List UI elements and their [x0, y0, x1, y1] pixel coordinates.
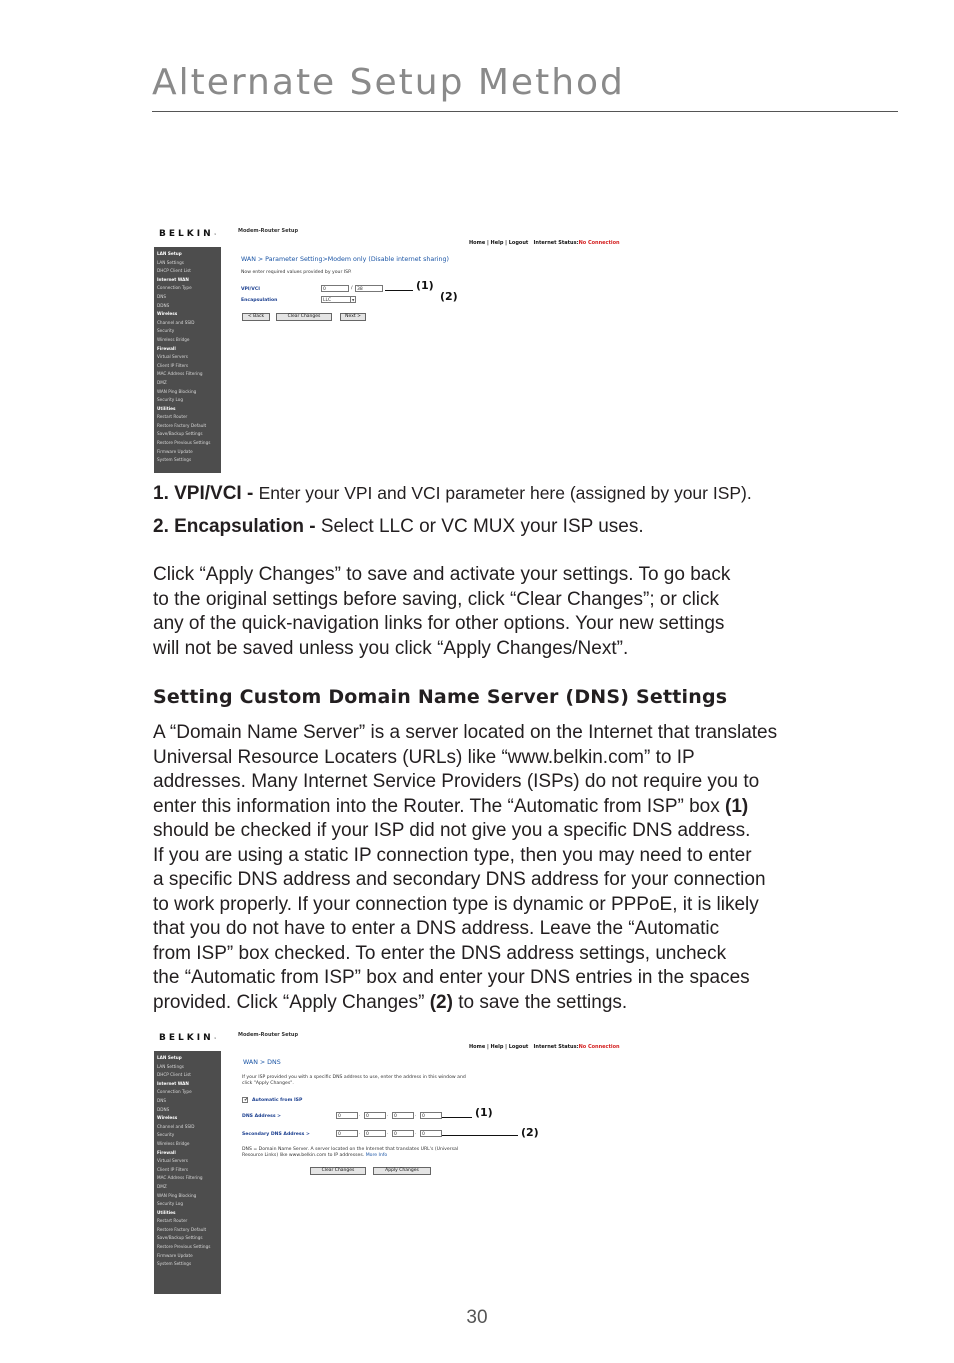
router-top-links[interactable]: Home | Help | Logout Internet Status:No Connection	[469, 1044, 620, 1050]
sidebar-item[interactable]: Virtual Servers	[157, 1158, 188, 1164]
sidebar-item[interactable]: Firmware Update	[157, 448, 193, 454]
callout-leader-1	[385, 290, 413, 291]
dns-intro: If your ISP provided you with a specific DNS address to use, enter the address in this window and click "Apply Changes".	[242, 1075, 466, 1086]
encapsulation-label: Encapsulation	[241, 298, 278, 303]
more-info-link[interactable]: More Info	[365, 1153, 388, 1158]
sidebar-item: Firewall	[157, 1149, 176, 1155]
sidebar-item[interactable]: WAN Ping Blocking	[157, 388, 197, 394]
vpivci-separator: /	[351, 286, 353, 291]
dns-octet-4[interactable]: 0	[420, 1112, 442, 1119]
page-number: 30	[466, 1307, 488, 1328]
intro-text: Now enter required values provided by your ISP.	[241, 270, 352, 275]
sidebar-item[interactable]: MAC Address Filtering	[157, 1175, 203, 1181]
sidebar-item[interactable]: Security	[157, 1132, 175, 1138]
sidebar-item[interactable]: Save/Backup Settings	[157, 1235, 203, 1241]
router-top-links[interactable]: Home | Help | Logout Internet Status:No Connection	[469, 240, 620, 246]
callout-2: (2)	[521, 1126, 539, 1139]
router-main-panel	[221, 1051, 630, 1294]
section-heading-dns: Setting Custom Domain Name Server (DNS) Settings	[153, 686, 728, 708]
router-app-title: Modem-Router Setup	[238, 1032, 299, 1038]
sidebar-item[interactable]: Security Log	[157, 397, 184, 403]
callout-1: (1)	[475, 1106, 493, 1119]
breadcrumb: WAN > Parameter Setting>Modem only (Disable internet sharing)	[241, 256, 450, 263]
dns-octet-3[interactable]: 0	[392, 1112, 414, 1119]
sidebar-item: Utilities	[157, 405, 176, 411]
page-title: Alternate Setup Method	[152, 62, 625, 103]
vpi-input[interactable]: 0	[321, 285, 349, 292]
automatic-from-isp-checkbox[interactable]: ✔	[244, 1097, 249, 1103]
octet-dot: .	[359, 1113, 361, 1118]
sidebar-item[interactable]: LAN Settings	[157, 1063, 184, 1069]
clear-changes-button[interactable]: Clear Changes	[310, 1167, 366, 1175]
sidebar-item: Firewall	[157, 345, 176, 351]
router-screenshot-wan-parameters	[154, 216, 630, 473]
list-item-vpivci: 1. VPI/VCI - Enter your VPI and VCI parameter here (assigned by your ISP).	[153, 483, 752, 504]
sidebar-item[interactable]: Restart Router	[157, 414, 188, 420]
callout-leader-2	[442, 1135, 518, 1136]
automatic-from-isp-label: Automatic from ISP	[252, 1098, 303, 1103]
sidebar-item[interactable]: DMZ	[157, 1183, 167, 1189]
sidebar-item[interactable]: Wireless Bridge	[157, 1140, 190, 1146]
sidebar-item: Wireless	[157, 311, 178, 317]
secondary-dns-octet-2[interactable]: 0	[364, 1130, 386, 1137]
dns-paragraph: A “Domain Name Server” is a server located on the Internet that translates Universal Resource Locaters (URLs) like “www.belkin.com” to IP addresses. Many Internet Service Providers (ISPs) do not require you to enter this information into the Router. The “Automatic from ISP” box (1) should be checked if your ISP did not give you a specific DNS address. If you are using a static IP connection type, then you may need to enter a specific DNS address and secondary DNS address for your connection to work properly. If your connection type is dynamic or PPPoE, it is likely that you do not have to enter a DNS address. Leave the “Automatic from ISP” box checked. To enter the DNS address settings, uncheck the “Automatic from ISP” box and enter your DNS entries in the spaces provided. Click “Apply Changes” (2) to save the settings.	[153, 722, 778, 1013]
apply-changes-button[interactable]: Apply Changes	[373, 1167, 431, 1175]
sidebar-item[interactable]: LAN Settings	[157, 259, 184, 265]
vpivci-label: VPI/VCI	[241, 287, 260, 292]
vci-input[interactable]: 38	[355, 285, 383, 292]
sidebar-item: LAN Setup	[157, 251, 182, 256]
router-screenshot-dns	[154, 1020, 630, 1294]
sidebar-item[interactable]: Wireless Bridge	[157, 336, 190, 342]
router-header	[154, 1020, 630, 1051]
sidebar-item[interactable]: System Settings	[157, 1261, 192, 1267]
sidebar-item[interactable]: Connection Type	[157, 285, 192, 291]
secondary-dns-octet-4[interactable]: 0	[420, 1130, 442, 1137]
dns-note: DNS = Domain Name Server. A server located on the Internet that translates URL's (Universal Resource Links) like www.belkin.com to IP addresses. More Info	[242, 1147, 459, 1158]
callout-2: (2)	[440, 290, 458, 303]
router-header	[154, 216, 630, 247]
sidebar-item: LAN Setup	[157, 1055, 182, 1060]
sidebar-item[interactable]: Security	[157, 328, 175, 334]
sidebar-item[interactable]: Restore Factory Default	[157, 422, 207, 428]
sidebar-item[interactable]: Client IP Filters	[157, 362, 189, 368]
dns-octet-1[interactable]: 0	[336, 1112, 358, 1119]
sidebar-item: Internet WAN	[157, 1080, 189, 1086]
sidebar-item[interactable]: DMZ	[157, 379, 167, 385]
callout-leader-1	[442, 1117, 472, 1118]
back-button[interactable]: < Back	[242, 313, 270, 321]
octet-dot: .	[415, 1131, 417, 1136]
router-app-title: Modem-Router Setup	[238, 228, 299, 234]
sidebar-item: Internet WAN	[157, 276, 189, 282]
internet-status: No Connection	[578, 1044, 620, 1050]
sidebar-item[interactable]: Connection Type	[157, 1089, 192, 1095]
secondary-dns-octet-1[interactable]: 0	[336, 1130, 358, 1137]
sidebar-item[interactable]: DHCP Client List	[157, 1072, 191, 1078]
breadcrumb: WAN > DNS	[243, 1059, 281, 1066]
router-sidebar[interactable]	[154, 247, 221, 473]
sidebar-item[interactable]: Security Log	[157, 1201, 184, 1207]
belkin-logo: BELKIN™	[159, 229, 217, 239]
sidebar-item[interactable]: Restore Previous Settings	[157, 440, 211, 446]
sidebar-item[interactable]: Client IP Filters	[157, 1166, 189, 1172]
apply-changes-paragraph: Click “Apply Changes” to save and activate your settings. To go back to the original settings before saving, click “Clear Changes”; or click any of the quick-navigation links for other options. Your new settings will not be saved unless you click “Apply Changes/Next”.	[153, 564, 731, 659]
sidebar-item[interactable]: DNS	[157, 1097, 167, 1103]
octet-dot: .	[387, 1113, 389, 1118]
sidebar-item[interactable]: WAN Ping Blocking	[157, 1192, 197, 1198]
sidebar-item[interactable]: Restart Router	[157, 1218, 188, 1224]
sidebar-item[interactable]: MAC Address Filtering	[157, 371, 203, 377]
sidebar-item[interactable]: Virtual Servers	[157, 354, 188, 360]
sidebar-item[interactable]: Restore Previous Settings	[157, 1244, 211, 1250]
octet-dot: .	[359, 1131, 361, 1136]
list-item-encapsulation: 2. Encapsulation - Select LLC or VC MUX your ISP uses.	[153, 516, 644, 537]
sidebar-item[interactable]: Channel and SSID	[157, 319, 195, 325]
octet-dot: .	[415, 1113, 417, 1118]
sidebar-item[interactable]: DNS	[157, 293, 167, 299]
encapsulation-select[interactable]: LLC	[321, 296, 351, 303]
clear-changes-button[interactable]: Clear Changes	[276, 313, 332, 321]
sidebar-item[interactable]: System Settings	[157, 457, 192, 463]
secondary-dns-label: Secondary DNS Address >	[242, 1132, 310, 1137]
sidebar-item[interactable]: DHCP Client List	[157, 268, 191, 274]
sidebar-item: Wireless	[157, 1115, 178, 1121]
callout-1: (1)	[416, 279, 434, 292]
next-button[interactable]: Next >	[340, 313, 366, 321]
sidebar-item: Utilities	[157, 1209, 176, 1215]
internet-status: No Connection	[578, 240, 620, 246]
sidebar-item[interactable]: DDNS	[157, 302, 170, 308]
dns-address-label: DNS Address >	[242, 1114, 281, 1119]
belkin-logo: BELKIN™	[159, 1033, 217, 1043]
sidebar-item[interactable]: Firmware Update	[157, 1252, 193, 1258]
sidebar-item[interactable]: Save/Backup Settings	[157, 431, 203, 437]
octet-dot: .	[387, 1131, 389, 1136]
sidebar-item[interactable]: Channel and SSID	[157, 1123, 195, 1129]
chevron-down-icon[interactable]: ▼	[352, 298, 355, 302]
secondary-dns-octet-3[interactable]: 0	[392, 1130, 414, 1137]
router-sidebar[interactable]	[154, 1051, 221, 1294]
dns-octet-2[interactable]: 0	[364, 1112, 386, 1119]
sidebar-item[interactable]: DDNS	[157, 1106, 170, 1112]
sidebar-item[interactable]: Restore Factory Default	[157, 1226, 207, 1232]
title-divider	[152, 111, 898, 112]
